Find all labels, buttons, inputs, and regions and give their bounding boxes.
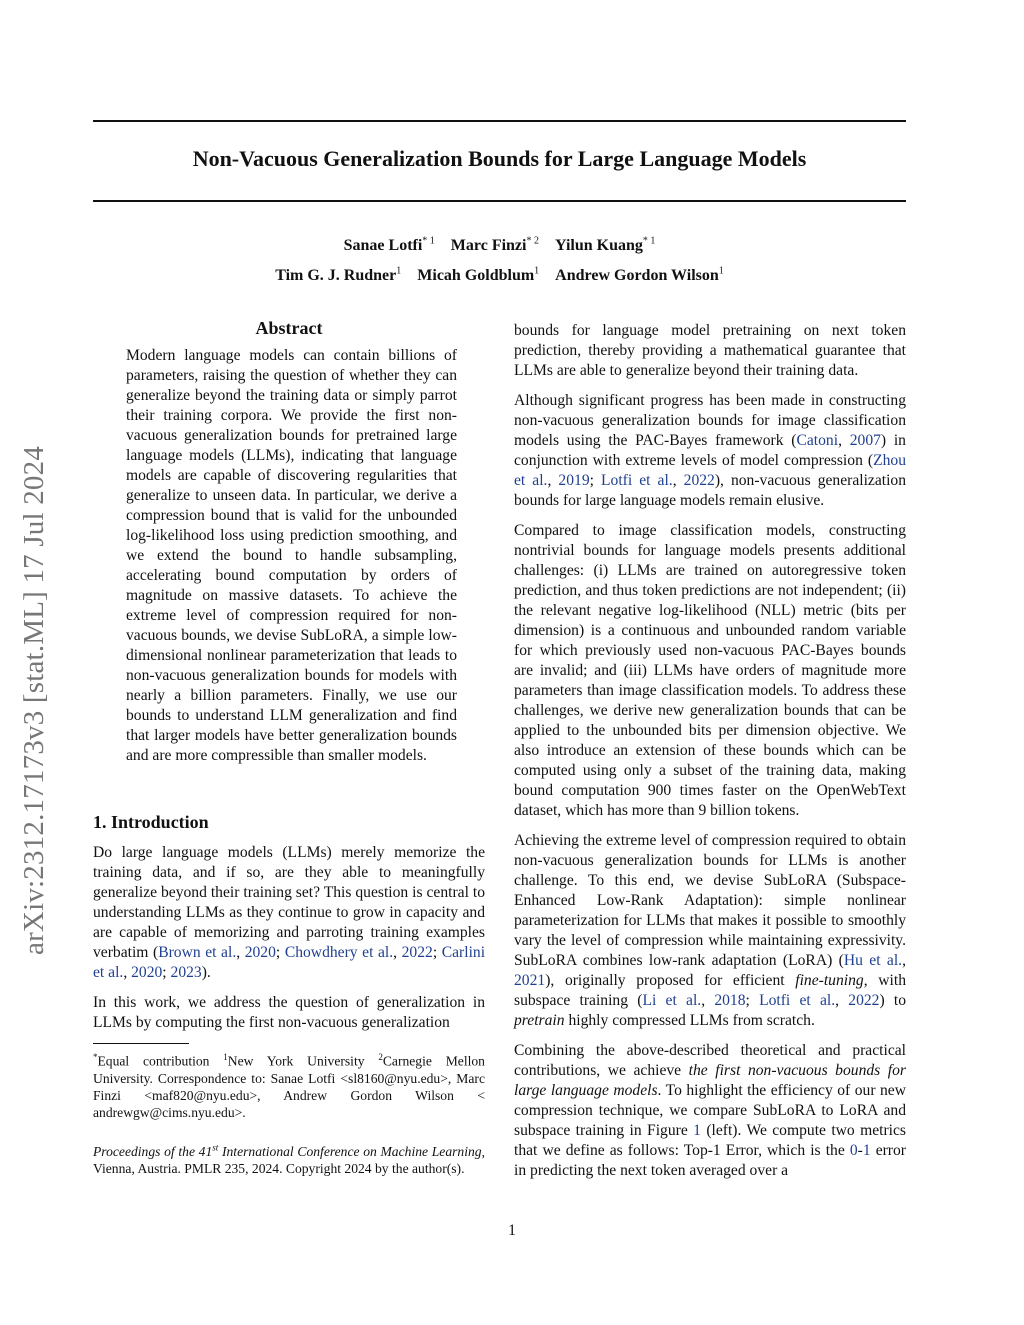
author: Marc Finzi$^{* 2}$ xyxy=(450,236,539,255)
author: Andrew Gordon Wilson$^1$ xyxy=(555,266,724,285)
intro-paragraph-2: In this work, we address the question of generalization in LLMs by computing the first non-vacuous generalization xyxy=(93,994,485,1031)
abstract-heading: Abstract xyxy=(255,318,323,338)
right-paragraph-2: Although significant progress has been made in constructing non-vacuous generalization bounds for image classification models using the PAC-Bayes framework (Catoni, 2007) in conjunction with extreme levels of model compression (Zhou et al., 2019; Lotfi et al., 2022), non-vacuous generalization bounds for large language models remain elusive. xyxy=(514,392,907,509)
abstract-text: Modern language models can contain billions of parameters, raising the question of whether they can generalize beyond the training data or simply parrot their training corpora. We provide the first non-vacuous generalization bounds for pretrained large language models (LLMs), indicating that language models are capable of discovering regularities that generalize to unseen data. In particular, we derive a compression bound that is valid for the unbounded log-likelihood loss using prediction smoothing, and we extend the bound to handle subsampling, accelerating bound computation by orders of magnitude on massive datasets. To achieve the extreme level of compression required for non-vacuous bounds, we devise SubLoRA, a simple low-dimensional nonlinear parameterization that leads to non-vacuous generalization bounds for models with nearly a billion parameters. Finally, we use our bounds to understand LLM generalization and find that larger models have better generalization bounds and are more compressible than smaller models. xyxy=(126,347,457,764)
citation-link[interactable]: Chowdhery et al. xyxy=(284,944,394,961)
citation-link[interactable]: 2022 xyxy=(401,944,433,961)
intro-paragraph-1: Do large language models (LLMs) merely memorize the training data, and if so, are they able to meaningfully generalize beyond their training set? This question is central to understanding LLMs as they continue to grow in capacity and are capable of memorizing and parroting training examples verbatim (Brown et al., 2020; Chowdhery et al., 2022; Carlini et al., 2020; 2023). xyxy=(93,844,486,981)
arxiv-identifier-stamp: arXiv:2312.17173v3 [stat.ML] 17 Jul 2024 xyxy=(18,445,50,955)
footnote-affiliations: *Equal contribution $^1$New York University $^2$Carnegie Mellon University. Correspondence to: Sanae Lotfi <sl8160@nyu.edu>, Marc Finzi <maf820@nyu.edu>, Andrew Gordon Wilson < andrewgw@cims.nyu.edu>. xyxy=(93,1052,485,1120)
citation-link[interactable]: Catoni xyxy=(796,432,839,449)
right-column xyxy=(514,321,906,1181)
author-row-2 xyxy=(93,266,906,285)
footnote-rule xyxy=(93,1043,189,1044)
right-paragraph-1: bounds for language model pretraining on next token prediction, thereby providing a mathematical guarantee that LLMs are able to generalize beyond their training data. xyxy=(514,322,906,379)
citation-link[interactable]: 2019 xyxy=(558,472,590,489)
author-row-1 xyxy=(93,236,906,255)
title-top-rule xyxy=(93,120,906,122)
citation-link[interactable]: Brown et al. xyxy=(158,944,237,961)
citation-link[interactable]: Lotfi et al. xyxy=(601,472,673,489)
author: Micah Goldblum$^1$ xyxy=(417,266,540,285)
paper-title: Non-Vacuous Generalization Bounds for Large Language Models xyxy=(192,146,807,171)
citation-link[interactable]: 2022 xyxy=(848,992,880,1009)
citation-link[interactable]: 2021 xyxy=(514,972,546,989)
author: Tim G. J. Rudner$^1$ xyxy=(275,266,402,285)
citation-link[interactable]: 2007 xyxy=(849,432,881,449)
right-paragraph-5: Combining the above-described theoretical and practical contributions, we achieve the first non-vacuous bounds for large language models. To highlight the efficiency of our new compression technique, we compare SubLoRA to LoRA and subspace training in Figure 1 (left). We compute two metrics that we define as follows: Top-1 Error, which is the 0-1 error in predicting the next token averaged over a xyxy=(514,1042,906,1179)
left-column xyxy=(93,318,485,1177)
introduction-heading: 1. Introduction xyxy=(93,812,209,832)
citation-link[interactable]: 2018 xyxy=(714,992,746,1009)
footnote-proceedings: Proceedings of the 41st International Conference on Machine Learning, Vienna, Austria. PMLR 235, 2024. Copyright 2024 by the author(s). xyxy=(93,1142,485,1177)
citation-link[interactable]: Li et al. xyxy=(642,992,702,1009)
citation-link[interactable]: 2022 xyxy=(683,472,715,489)
title-bottom-rule xyxy=(93,200,906,202)
page-number: 1 xyxy=(508,1222,516,1239)
citation-link[interactable]: Lotfi et al. xyxy=(759,992,836,1009)
author: Sanae Lotfi$^{* 1}$ xyxy=(343,236,435,255)
citation-link[interactable]: Zhou et al. xyxy=(514,452,906,489)
figure-reference-link[interactable]: 1 xyxy=(693,1122,701,1139)
right-paragraph-4: Achieving the extreme level of compression required to obtain non-vacuous generalization bounds for LLMs is another challenge. To this end, we devise SubLoRA (Subspace-Enhanced Low-Rank Adaptation): simple nonlinear parameterization for LLMs that makes it possible to smoothly vary the level of compression while maintaining expressivity. SubLoRA combines low-rank adaptation (LoRA) (Hu et al., 2021), originally proposed for efficient fine-tuning, with subspace training (Li et al., 2018; Lotfi et al., 2022) to pretrain highly compressed LLMs from scratch. xyxy=(514,832,907,1029)
citation-link[interactable]: Carlini et al. xyxy=(93,944,486,981)
citation-link[interactable]: 2020 xyxy=(131,964,163,981)
citation-link[interactable]: Hu et al. xyxy=(843,952,903,969)
right-paragraph-3: Compared to image classification models, constructing nontrivial bounds for language models presents additional challenges: (i) LLMs are trained on autoregressive token prediction, and thus token predictions are not independent; (ii) the relevant negative log-likelihood (NLL) metric (bits per dimension) is a continuous and unbounded random variable for which previously used non-vacuous PAC-Bayes bounds are invalid; and (iii) LLMs have orders of magnitude more parameters than image classification models. To address these challenges, we derive new generalization bounds that can be applied to the unbounded bits per dimension objective. We also introduce an extension of these bounds which can be computed using only a subset of the training data, making bound computation 900 times faster on the OpenWebText dataset, which has more than 9 billion tokens. xyxy=(514,522,906,819)
citation-link[interactable]: 2020 xyxy=(244,944,276,961)
citation-link[interactable]: 2023 xyxy=(170,964,202,981)
author: Yilun Kuang$^{* 1}$ xyxy=(554,236,656,255)
